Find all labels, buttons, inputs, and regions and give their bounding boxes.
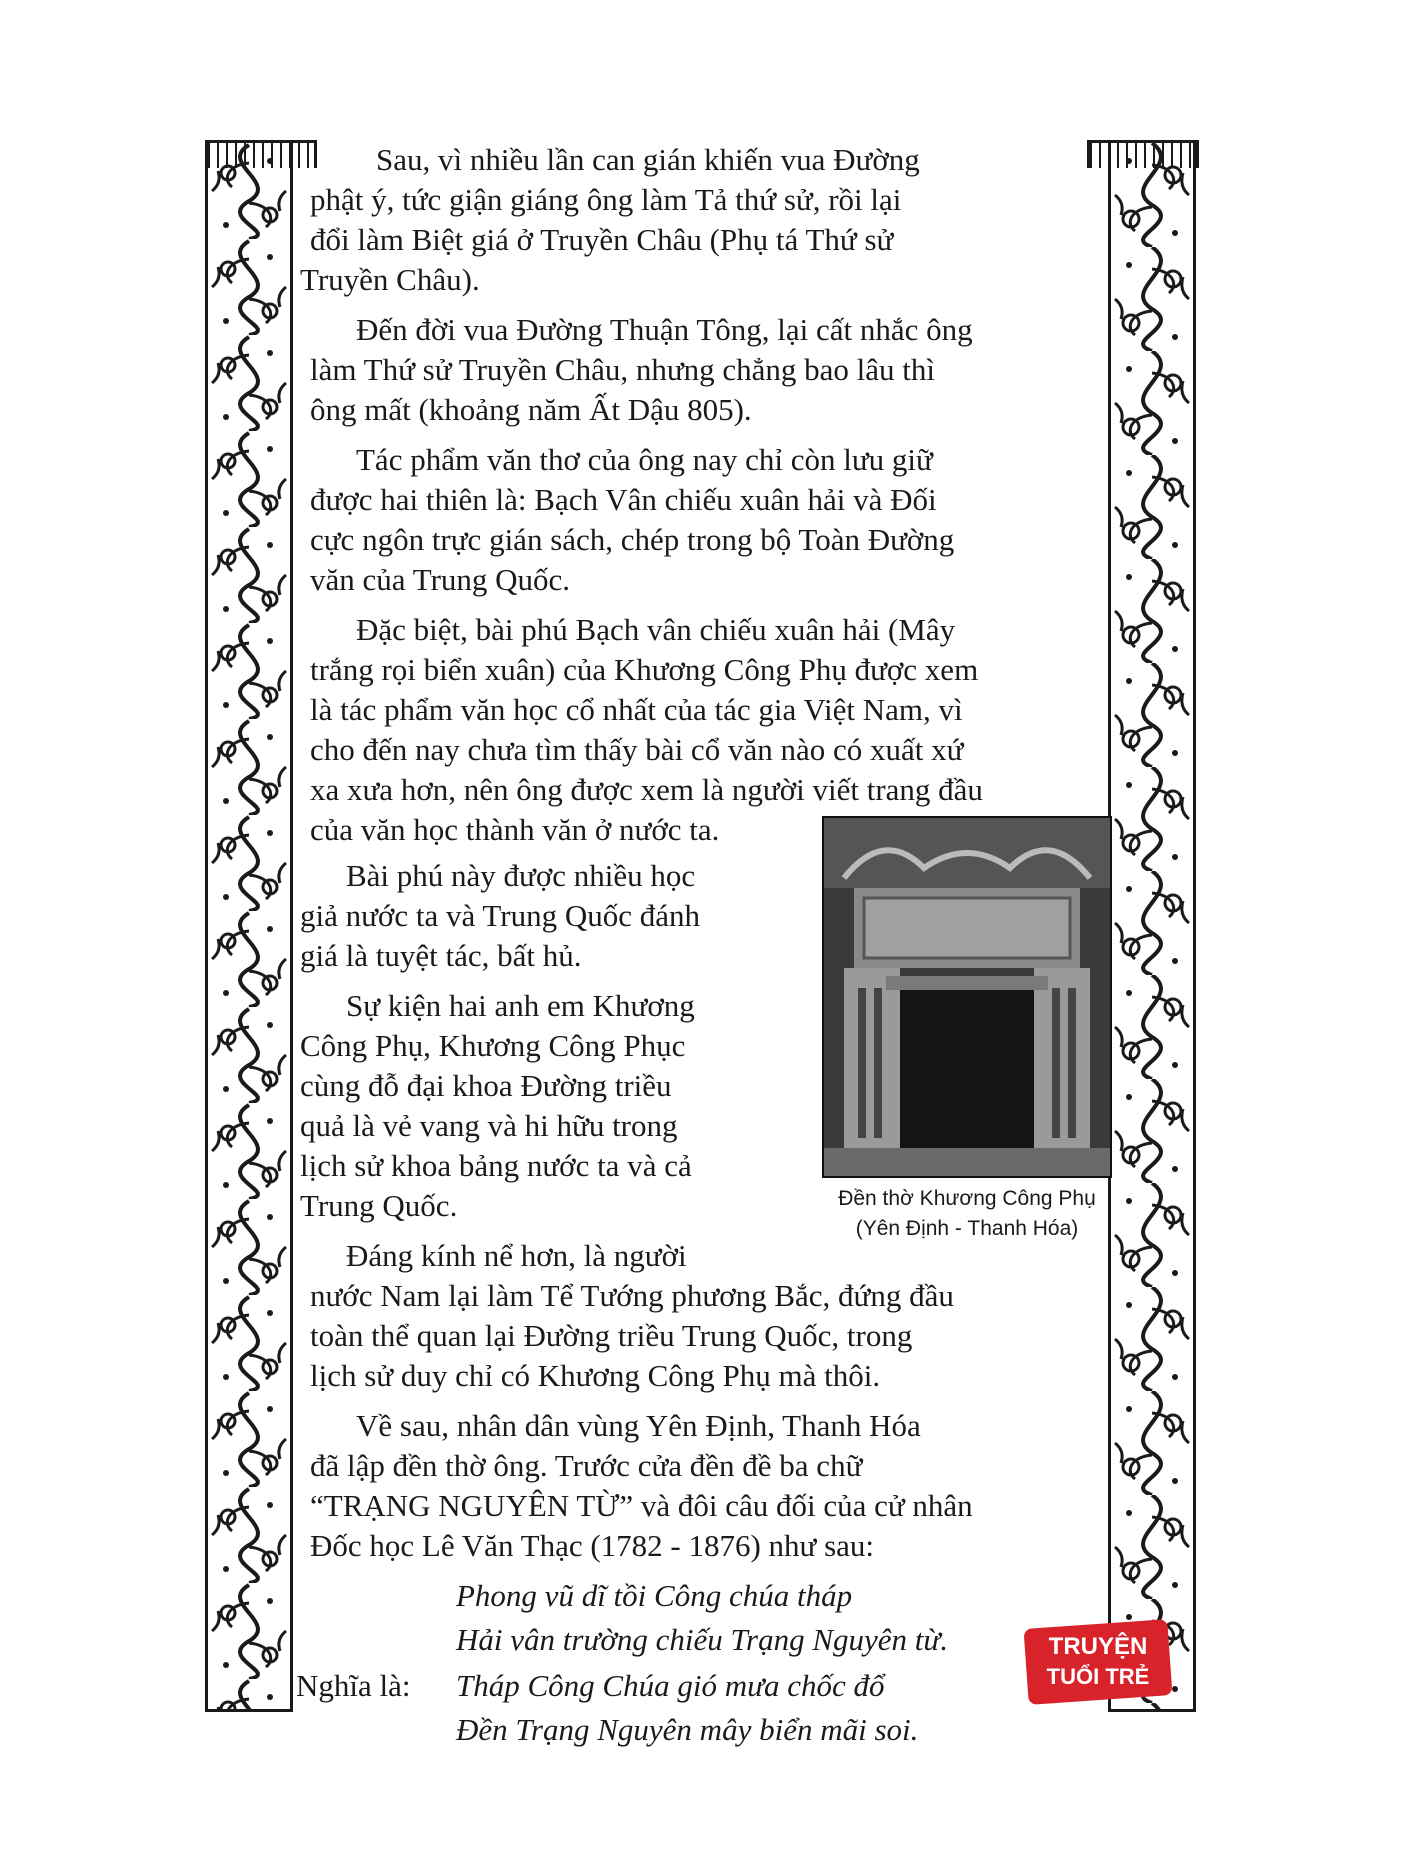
text-line: quả là vẻ vang và hi hữu trong — [300, 1108, 678, 1143]
publisher-watermark-logo — [1022, 1618, 1174, 1706]
verse-line: Hải vân trường chiếu Trạng Nguyên từ. — [456, 1622, 949, 1657]
text-line: xa xưa hơn, nên ông được xem là người viết trang đầu — [310, 772, 983, 807]
text-line: đã lập đền thờ ông. Trước cửa đền đề ba chữ — [310, 1448, 863, 1483]
text-line: trắng rọi biển xuân) của Khương Công Phụ được xem — [310, 652, 979, 687]
text-line: được hai thiên là: Bạch Vân chiếu xuân hải và Đối — [310, 482, 937, 517]
text-line: lịch sử khoa bảng nước ta và cả — [300, 1148, 692, 1183]
text-line: Đặc biệt, bài phú Bạch vân chiếu xuân hải (Mây — [356, 612, 956, 647]
text-line: “TRẠNG NGUYÊN TỪ” và đôi câu đối của cử nhân — [310, 1488, 973, 1523]
watermark-line1: TRUYỆN — [1048, 1633, 1148, 1660]
text-line: Tác phẩm văn thơ của ông nay chỉ còn lưu giữ — [356, 442, 933, 477]
left-ornamental-border — [205, 140, 293, 1712]
text-line: lịch sử duy chỉ có Khương Công Phụ mà thôi. — [310, 1358, 881, 1393]
right-ornamental-border — [1108, 140, 1196, 1712]
text-line: toàn thể quan lại Đường triều Trung Quốc, trong — [310, 1318, 913, 1353]
text-line: Truyền Châu). — [300, 262, 480, 297]
text-line: ông mất (khoảng năm Ất Dậu 805). — [310, 392, 752, 427]
text-line: cho đến nay chưa tìm thấy bài cổ văn nào có xuất xứ — [310, 732, 964, 767]
text-line: Về sau, nhân dân vùng Yên Định, Thanh Hóa — [356, 1408, 921, 1443]
text-line: Bài phú này được nhiều học — [346, 858, 696, 893]
text-line: văn của Trung Quốc. — [310, 562, 571, 597]
photo-caption-location: (Yên Định - Thanh Hóa) — [855, 1217, 1079, 1240]
photo-caption: Đền thờ Khương Công Phụ — [838, 1187, 1096, 1210]
temple-photo — [822, 816, 1112, 1178]
text-line: Đáng kính nể hơn, là người — [346, 1238, 687, 1273]
text-line: giả nước ta và Trung Quốc đánh — [300, 898, 700, 933]
verse-line: Phong vũ dĩ tồi Công chúa tháp — [456, 1578, 853, 1613]
meaning-line: Tháp Công Chúa gió mưa chốc đổ — [456, 1668, 885, 1703]
text-line: là tác phẩm văn học cổ nhất của tác gia Việt Nam, vì — [310, 692, 963, 727]
meaning-label: Nghĩa là: — [296, 1668, 411, 1703]
text-line: cực ngôn trực gián sách, chép trong bộ Toàn Đường — [310, 522, 955, 557]
meaning-line: Đền Trạng Nguyên mây biển mãi soi. — [456, 1712, 919, 1747]
text-line: Sau, vì nhiều lần can gián khiến vua Đường — [376, 142, 920, 177]
text-line: Sự kiện hai anh em Khương — [346, 988, 695, 1023]
text-line: Trung Quốc. — [300, 1188, 458, 1223]
text-line: làm Thứ sử Truyền Châu, nhưng chẳng bao lâu thì — [310, 352, 936, 387]
text-line: Đến đời vua Đường Thuận Tông, lại cất nhắc ông — [356, 312, 973, 347]
text-line: nước Nam lại làm Tể Tướng phương Bắc, đứng đầu — [310, 1278, 954, 1313]
text-line: cùng đỗ đại khoa Đường triều — [300, 1068, 672, 1103]
text-line: đổi làm Biệt giá ở Truyền Châu (Phụ tá Thứ sử — [310, 222, 894, 257]
text-line: của văn học thành văn ở nước ta. — [310, 812, 720, 847]
text-line: Công Phụ, Khương Công Phục — [300, 1028, 686, 1063]
text-line: Đốc học Lê Văn Thạc (1782 - 1876) như sau: — [310, 1528, 875, 1563]
text-line: phật ý, tức giận giáng ông làm Tả thứ sử, rồi lại — [310, 182, 902, 217]
watermark-line2: TUỔI TRẺ — [1046, 1664, 1150, 1689]
text-line: giá là tuyệt tác, bất hủ. — [300, 938, 582, 973]
